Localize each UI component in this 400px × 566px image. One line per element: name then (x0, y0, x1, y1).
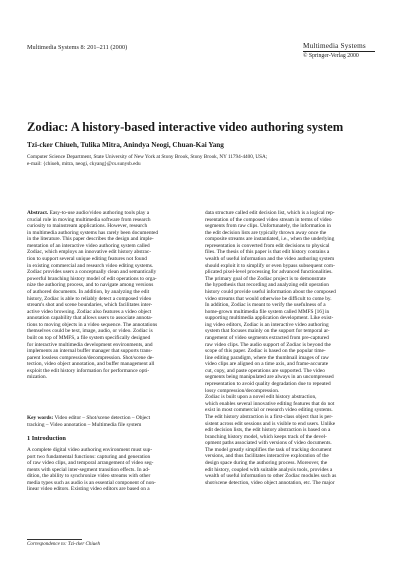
right-column-line: exist in most commercial or research video editing systems. (205, 407, 333, 414)
right-column-line: The model greatly simplifies the task of tracking document (205, 446, 332, 453)
abstract-line: exploit the edit history information for performance opti- (27, 367, 150, 374)
right-column-line: representation to avoid quality degradation due to repeated (205, 381, 331, 388)
masthead-rule (303, 51, 375, 52)
publisher-line: © Springer-Verlag 2000 (303, 53, 359, 59)
abstract-line: in the literature. This paper describes the design and imple- (27, 236, 154, 243)
right-column-line: In addition, Zodiac is meant to verify the usefulness of a (205, 302, 326, 309)
introduction-line: A complete digital video authoring environment must sup- (27, 447, 153, 453)
right-column-line: shot/scene detection, video object annotation, etc. The major (205, 479, 335, 486)
right-column-line: video streams that would otherwise be difficult to come by. (205, 295, 332, 302)
right-column-line: edit history, coupled with suitable analysis tools, provides a (205, 466, 333, 473)
introduction-text (27, 447, 197, 493)
abstract-line: curiosity to mainstream applications. However, research (27, 223, 148, 230)
abstract-line: annotation capability that allows users to associate annota- (27, 315, 153, 322)
right-column-line: home-grown multimedia file system called MMFS [16] in (205, 308, 330, 315)
right-column-line: resentation of the composed video stream in terms of video (205, 216, 332, 223)
right-column-line: raw video clips. The audio support of Zodiac is beyond the (205, 341, 331, 348)
abstract-line: tion to support several unique editing features not found (27, 256, 147, 263)
abstract-line: in multimedia authoring systems has rarely been documented (27, 229, 159, 236)
right-column-line: design space during the authoring process. Moreover, the (205, 459, 328, 466)
affiliation-email: e-mail: {chiueh, mitra, neogi, ckyang}@cs.sunysb.edu (27, 160, 141, 167)
abstract-line: stream's shot and scene boundaries, which facilitates inter- (27, 302, 153, 309)
right-column-line: sistent across edit sessions and is visible to end users. Unlike (205, 420, 336, 427)
footnote-rule (27, 539, 82, 540)
right-column-line: rangement of video segments extracted from pre-captured (205, 334, 329, 341)
keywords-line-2: tracking – Video annotation – Multimedia file system (27, 421, 142, 428)
right-column-line: composite streams are instantiated, i.e., when the underlying (205, 236, 335, 243)
abstract-line: of authored documents. In addition, by analyzing the edit (27, 288, 150, 295)
introduction-line: ments with special inter-segment transition effects. In ad- (27, 466, 150, 473)
keywords (27, 415, 197, 428)
affiliation (27, 154, 377, 167)
right-column-line: system that focuses mainly on the support for temporal ar- (205, 328, 330, 335)
right-column-line: The edit history abstraction is a first-class object that is per- (205, 413, 333, 420)
right-column-line: plicated pixel-level processing for advanced functionalities. (205, 269, 333, 276)
keywords-line-1 (27, 415, 197, 422)
right-column-line: history could provide useful information about the composed (205, 288, 336, 295)
right-column-line: the edit decision lists are typically thrown away once the (205, 229, 327, 236)
abstract-line: active video browsing. Zodiac also features a video object (27, 308, 152, 315)
abstract-line: tions to moving objects in a video sequence. The annotations (27, 321, 158, 328)
right-column-line: video clips are aligned on a time axis, and frame-accurate (205, 361, 329, 368)
right-column-line: The primary goal of the Zodiac project is to demonstrate (205, 275, 326, 282)
right-column-line: data structure called edit decision list, which is a logical rep- (205, 210, 335, 216)
right-column-line: cut, copy, and paste operations are supported. The video (205, 367, 325, 374)
right-column-line: wealth of useful information and the video authoring system (205, 256, 335, 263)
right-column-line: should exploit it to simplify or even bypass subsequent com- (205, 262, 335, 269)
abstract-line: nize the authoring process, and to navigate among versions (27, 282, 154, 289)
abstract-label: Abstract. (27, 210, 49, 216)
introduction-line: dition, the ability to synchronize video streams with other (27, 473, 151, 480)
right-column-line: ing video editors, Zodiac is an interactive video authoring (205, 321, 329, 328)
right-column-line: lossy compression/decompression. (205, 387, 280, 394)
affiliation-line: Computer Science Department, State University of New York at Stony Brook, Stony Brook, NY 11794-4400, USA; (27, 154, 268, 160)
right-column-text (205, 210, 375, 486)
abstract-line: mentation of an interactive video authoring system called (27, 242, 150, 249)
right-column-line: versions, and thus facilitates interactive exploration of the (205, 453, 329, 460)
introduction-line: port two fundamental functions: capturing and generation (27, 453, 151, 460)
abstract-line (27, 210, 197, 217)
abstract-line: Zodiac, which employs an innovative edit history abstrac- (27, 249, 152, 256)
right-column-line: segments being manipulated are always in an uncompressed (205, 374, 334, 381)
abstract-line: for interactive multimedia development environments, and (27, 341, 153, 348)
keywords-text: Video editor – Shot/scene detection – Object (54, 415, 151, 421)
abstract-line: themselves could be text, image, audio, or video. Zodiac is (27, 328, 153, 335)
journal-name: Multimedia Systems (303, 42, 366, 50)
abstract-line: parent lossless compression/decompression. Shot/scene de- (27, 354, 154, 361)
right-column-line: files. The thesis of this paper is that edit history contains a (205, 249, 330, 256)
section-heading-introduction: 1 Introduction (27, 435, 66, 442)
right-column-line: segments from raw clips. Unfortunately, the information in (205, 223, 331, 230)
keywords-label: Key words: (27, 415, 54, 421)
right-column-line: wealth of useful information to other Zodiac modules such as (205, 473, 337, 480)
right-column-line: branching history model, which keeps track of the devel- (205, 433, 327, 440)
introduction-line: media types such as audio is an essential component of non- (27, 479, 156, 486)
abstract-line: implements an internal buffer manager that supports trans- (27, 348, 153, 355)
right-column-line: Zodiac is built upon a novel edit history abstraction, (205, 394, 317, 401)
journal-masthead (303, 42, 375, 59)
right-column-line: edit decision lists, the edit history abstraction is based on a (205, 427, 331, 434)
abstract-line: Zodiac provides users a conceptually clean and semantically (27, 269, 157, 276)
introduction-line: linear video editors. Existing video editors are based on a (27, 486, 150, 493)
abstract-line: powerful branching history model of edit operations to orga- (27, 275, 157, 282)
author-list: Tzi-cker Chiueh, Tulika Mitra, Anindya Neogi, Chuan-Kai Yang (27, 141, 224, 149)
abstract-line: mization. (27, 374, 48, 381)
abstract-line: crucial role in moving multimedia software from research (27, 216, 151, 223)
footnote: Correspondence to: Tzi-cker Chiueh (27, 542, 100, 547)
abstract-line: in existing commercial and research video editing systems. (27, 262, 154, 269)
right-column-line: opment paths associated with versions of video documents. (205, 440, 332, 447)
abstract-line: history, Zodiac is able to reliably detect a composed video (27, 295, 152, 302)
right-column-line: the hypothesis that recording and analyzing edit operation (205, 282, 329, 289)
right-column-line: which enables several innovative editing features that do not (205, 400, 335, 407)
journal-citation: Multimedia Systems 8: 201–211 (2000) (27, 44, 128, 51)
abstract-line: tection, video object annotation, and buffer management all (27, 361, 155, 368)
introduction-line: of raw video clips, and temporal arrangement of video seg- (27, 460, 154, 467)
paper-title: Zodiac: A history-based interactive video authoring system (27, 120, 344, 134)
right-column-line: scope of this paper. Zodiac is based on the popular time- (205, 348, 326, 355)
right-column-line: line editing paradigm, where the thumbnail images of raw (205, 354, 329, 361)
abstract-line: built on top of MMFS, a file system specifically designed (27, 334, 151, 341)
right-column-line: supporting multimedia application development. Like exist- (205, 315, 334, 322)
abstract-text: Easy-to-use audio/video authoring tools play a (49, 210, 150, 216)
abstract (27, 210, 197, 381)
right-column-line: representation is converted from edit decisions to physical (205, 242, 330, 249)
